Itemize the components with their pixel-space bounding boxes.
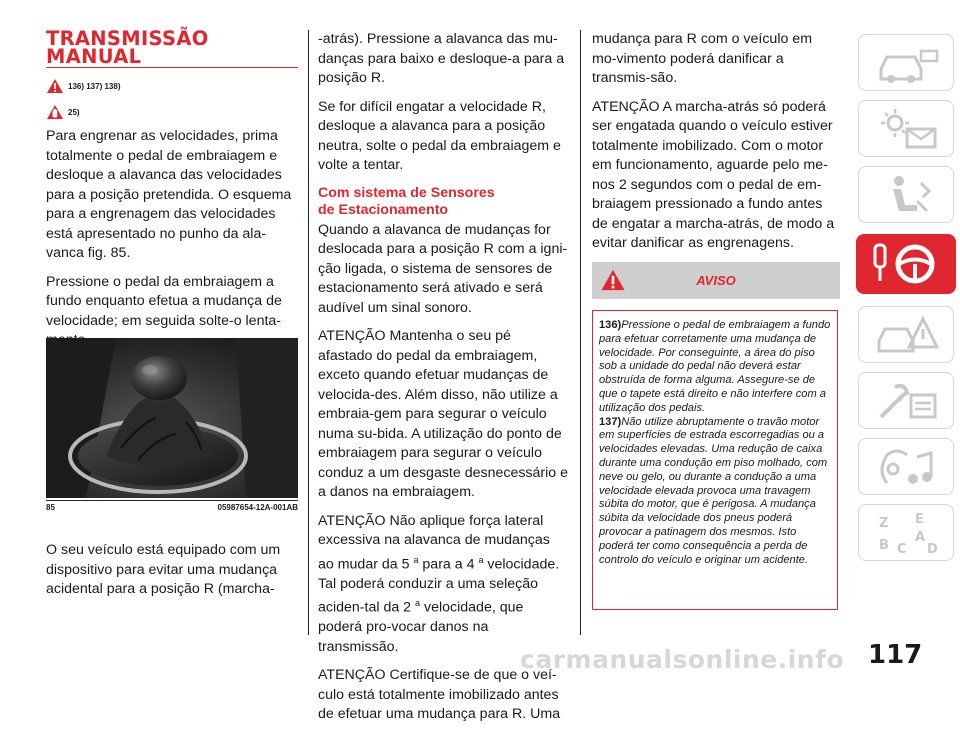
- warning-ref-row-2: [46, 104, 80, 120]
- multimedia-icon: [871, 443, 943, 492]
- caution-hand-icon: [46, 104, 64, 120]
- title-rule: [46, 67, 298, 68]
- paragraph-attention-lateral-force: ATENÇÃO Não aplique força lateral excessiva na alavanca de mudanças ao mudar da 5 $^a$ para a 4 $^a$ velocidade. Tal poderá conduzir a uma seleção aciden-tal da 2 $^a$ velocidade, que poderá pro-vocar danos na transmissão.: [318, 512, 560, 655]
- tab-safety[interactable]: [858, 166, 954, 223]
- paragraph-attention-clutch: ATENÇÃO Mantenha o seu pé afastado do pedal da embraiagem, exceto quando efetuar mudanças de velocida-des. Além disso, não utilize a embraia-gem para segurar o veículo numa su-bida. A utilização do ponto de embraiagem para segurar o veículo conduz a um desgaste desnecessário e a danos na embraiagem.: [318, 328, 569, 500]
- tab-emergency[interactable]: [858, 306, 954, 363]
- gear-lever-photo: [46, 338, 298, 498]
- emergency-car-icon: [871, 311, 943, 360]
- paragraph-clutch-pedal: Pressione o pedal da embraiagem a fundo enquanto efetua a mudança de velocidade; em seguida solte-o lenta-: [46, 273, 282, 329]
- figure-caption: [46, 500, 298, 512]
- svg-text:E: E: [915, 512, 924, 527]
- paragraph-parking-sensors: Quando a alavanca de mudanças for deslocada para a posição R com a igni-ção ligada, o sistema de sensores de estacionamento será ativado e será audível um sinal sonoro.: [318, 221, 568, 316]
- warning-item-137: 137)Não utilize abruptamente o travão motor em superfícies de estrada escorregadias ou a velocidades elevadas. Uma redução de caixa durante uma condução em piso molhado, com neve ou gelo, ou durante a condução a uma velocidade elevada provoca uma travagem súbita do motor, que é perigosa. A mudança súbita da velocidade dos pneus poderá provocar a patinagem dos mesmos. Isto poderá ter como consequência a perda de controlo do veículo e originar um acidente.: [599, 415, 828, 566]
- tab-starting-driving[interactable]: [856, 234, 956, 294]
- svg-text:D: D: [927, 542, 938, 557]
- steering-key-icon: [869, 239, 941, 288]
- column-divider-1: [308, 30, 309, 635]
- column-2: [318, 30, 568, 734]
- warning-item-136: 136)Pressione o pedal de embraiagem a fundo para efetuar corretamente uma mudança de velocidade. Por conseguinte, a área do piso sob a unidade do pedal não deverá estar obstruída de forma alguma. Assegure-se de que o tapete está direito e não interfere com a utilização dos pedais.: [599, 319, 831, 414]
- svg-text:B: B: [879, 538, 889, 553]
- warning-triangle-icon: [46, 78, 64, 94]
- maintenance-tools-icon: [871, 377, 943, 426]
- tab-maintenance[interactable]: [858, 372, 954, 429]
- column-divider-2: [580, 30, 581, 635]
- page-title: [46, 27, 298, 68]
- svg-text:A: A: [915, 530, 926, 545]
- warning-header-bar: [592, 262, 840, 299]
- caution-ref: 25): [68, 107, 80, 117]
- title-line-2: MANUAL: [46, 45, 142, 68]
- tab-multimedia[interactable]: [858, 438, 954, 495]
- parking-sensors-heading: Com sistema de Sensores de Estacionamento: [318, 184, 495, 218]
- gear-knob-figure: [46, 338, 298, 498]
- column-1: [46, 127, 298, 360]
- tab-warning-lights[interactable]: [858, 100, 954, 157]
- paragraph-difficult-reverse: Se for difícil engatar a velocidade R, desloque a alavanca para a posição neutra, solte o pedal da embraiagem e volte a tentar.: [318, 98, 561, 173]
- watermark: carmanualsonline.info: [520, 645, 845, 674]
- page-number: 117: [868, 640, 923, 670]
- paragraph-reverse-continued: -atrás). Pressione a alavanca das mu-danças para baixo e desloque-a para a posição R.: [318, 31, 565, 86]
- paragraph-engaging-gears: Para engrenar as velocidades, prima totalmente o pedal de embraiagem e desloque a alavanca das velocidades para a posição pretendida. O esquema para a engrenagem das velocidades está apresentado no punho da ala-vanca fig. 85.: [46, 128, 292, 261]
- column-3: [592, 30, 840, 263]
- seat-airbag-icon: [871, 171, 943, 220]
- paragraph-reverse-lock: O seu veículo está equipado com um dispositivo para evitar uma mudança acidental para a posição R (marcha-: [46, 542, 281, 597]
- tab-dashboard[interactable]: [858, 34, 954, 91]
- title-line-1: TRANSMISSÃO: [46, 27, 209, 50]
- figure-code: 05987654-12A-001AB: [217, 503, 298, 512]
- warning-label: AVISO: [696, 273, 736, 288]
- paragraph-attention-reverse-stationary: ATENÇÃO A marcha-atrás só poderá ser engatada quando o veículo estiver totalmente imobilizado. Com o motor em funcionamento, aguarde pelo me-nos 2 segundos com o pedal de em-braiagem pressionado a fundo antes de engatar a marcha-atrás, de modo a evitar danificar as engrenagens.: [592, 98, 835, 251]
- svg-text:Z: Z: [879, 516, 889, 531]
- svg-text:C: C: [897, 542, 907, 557]
- tab-index[interactable]: [858, 504, 954, 561]
- warning-ref-row-1: [46, 78, 120, 94]
- warning-lights-icon: [871, 105, 943, 154]
- index-letters-icon: [871, 509, 943, 558]
- paragraph-attention-stop-before-reverse: ATENÇÃO Certifique-se de que o veí-culo está totalmente imobilizado antes de efetuar uma mudança para R. Uma: [318, 667, 561, 723]
- car-dashboard-icon: [871, 39, 943, 88]
- figure-number: 85: [46, 503, 55, 512]
- chapter-tabs: [852, 28, 960, 622]
- warning-refs: 136) 137) 138): [68, 81, 121, 91]
- warning-box: [592, 310, 838, 610]
- paragraph-reverse-damage: mudança para R com o veículo em mo-vimento poderá danificar a transmis-são.: [592, 31, 813, 86]
